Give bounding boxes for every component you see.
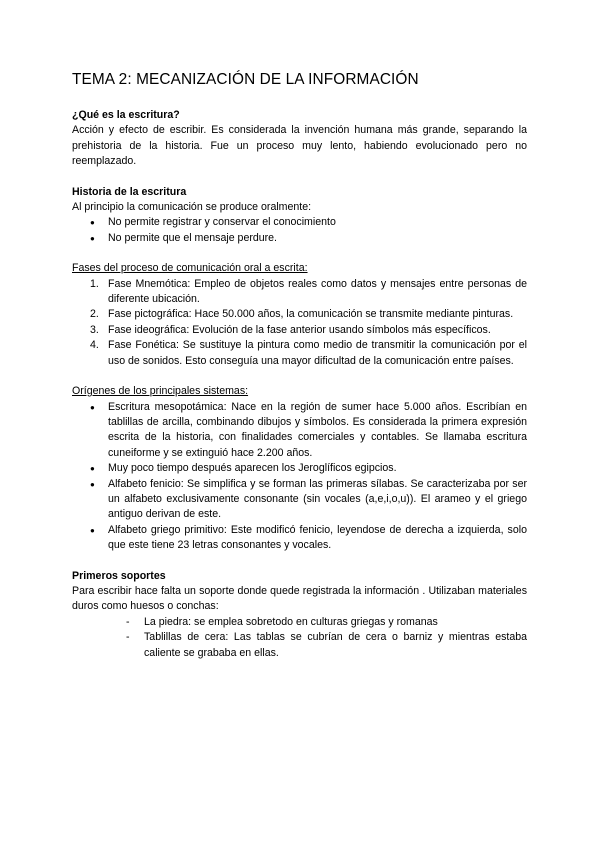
bullet-list [72, 400, 527, 554]
list-item [90, 307, 527, 322]
section-paragraph: Para escribir hace falta un soporte donde quede registrada la información . Utilizaban materiales duros como huesos o conchas: [72, 584, 527, 613]
list-item: ● Alfabeto fenicio: Se simplifica y se forman las primeras sílabas. Se caracterizaba por ser un alfabeto exclusivamente consonante (sin vocales (a,e,i,o,u)). El arameo y el griego antiguo derivan de este. [108, 477, 527, 523]
list-item: ● Alfabeto griego primitivo: Este modificó fenicio, leyendose de derecha a izquierda, solo que este tiene 23 letras consonantes y vocales. [108, 523, 527, 554]
list-item: - La piedra: se emplea sobretodo en culturas griegas y romanas [144, 615, 527, 630]
list-item [90, 323, 527, 338]
page-title: TEMA 2: MECANIZACIÓN DE LA INFORMACIÓN [72, 71, 419, 88]
list-text: Fase Mnemótica: Empleo de objetos reales como datos y mensajes entre personas de diferente ubicación. [108, 277, 527, 306]
list-item: ● No permite que el mensaje perdure. [108, 231, 527, 246]
list-item: ● Muy poco tiempo después aparecen los Jeroglíficos egipcios. [108, 461, 527, 476]
list-item [90, 338, 527, 369]
dash-list [72, 615, 527, 661]
section-what-is-writing [72, 108, 527, 170]
section-first-supports [72, 569, 527, 661]
bullet-list [72, 215, 527, 246]
list-item: - Tablillas de cera: Las tablas se cubrían de cera o barniz y mientras estaba caliente se grababa en ellas. [144, 630, 527, 661]
section-heading: ¿Qué es la escritura? [72, 109, 180, 121]
section-origins [72, 384, 527, 553]
list-text: Fase pictográfica: Hace 50.000 años, la comunicación se transmite mediante pinturas. [108, 308, 514, 321]
document-page [72, 70, 527, 676]
list-number: 2. [90, 308, 99, 321]
section-subheading: Fases del proceso de comunicación oral a escrita: [72, 262, 308, 275]
list-item [90, 277, 527, 308]
list-text: Fase Fonética: Se sustituye la pintura como medio de transmitir la comunicación por el uso de sonidos. Esto conseguía una mayor dificultad de la comunicación entre países. [108, 339, 527, 367]
numbered-list [72, 277, 527, 369]
list-text: Fase ideográfica: Evolución de la fase anterior usando símbolos más específicos. [108, 323, 491, 336]
list-number: 4. [90, 339, 99, 352]
list-item: ● No permite registrar y conservar el conocimiento [108, 215, 527, 230]
section-heading: Historia de la escritura [72, 185, 187, 198]
section-paragraph: Al principio la comunicación se produce oralmente: [72, 201, 312, 214]
section-phases [72, 261, 527, 369]
list-number: 3. [90, 323, 99, 336]
section-history [72, 185, 527, 247]
section-subheading: Orígenes de los principales sistemas: [72, 385, 249, 398]
list-number: 1. [90, 277, 99, 290]
section-heading: Primeros soportes [72, 569, 166, 582]
list-item: ● Escritura mesopotámica: Nace en la región de sumer hace 5.000 años. Escribían en tablillas de arcilla, combinando dibujos y símbolos. Es considerada la primera expresión escrita de la historia, con finalidades comerciales y contables. Se llamaba escritura cuneiforme y se extinguió hace 2.200 años. [108, 400, 527, 462]
section-paragraph: Acción y efecto de escribir. Es considerada la invención humana más grande, separando la prehistoria de la historia. Fue un proceso muy lento, habiendo evolucionado pero no reemplazado. [72, 124, 527, 168]
